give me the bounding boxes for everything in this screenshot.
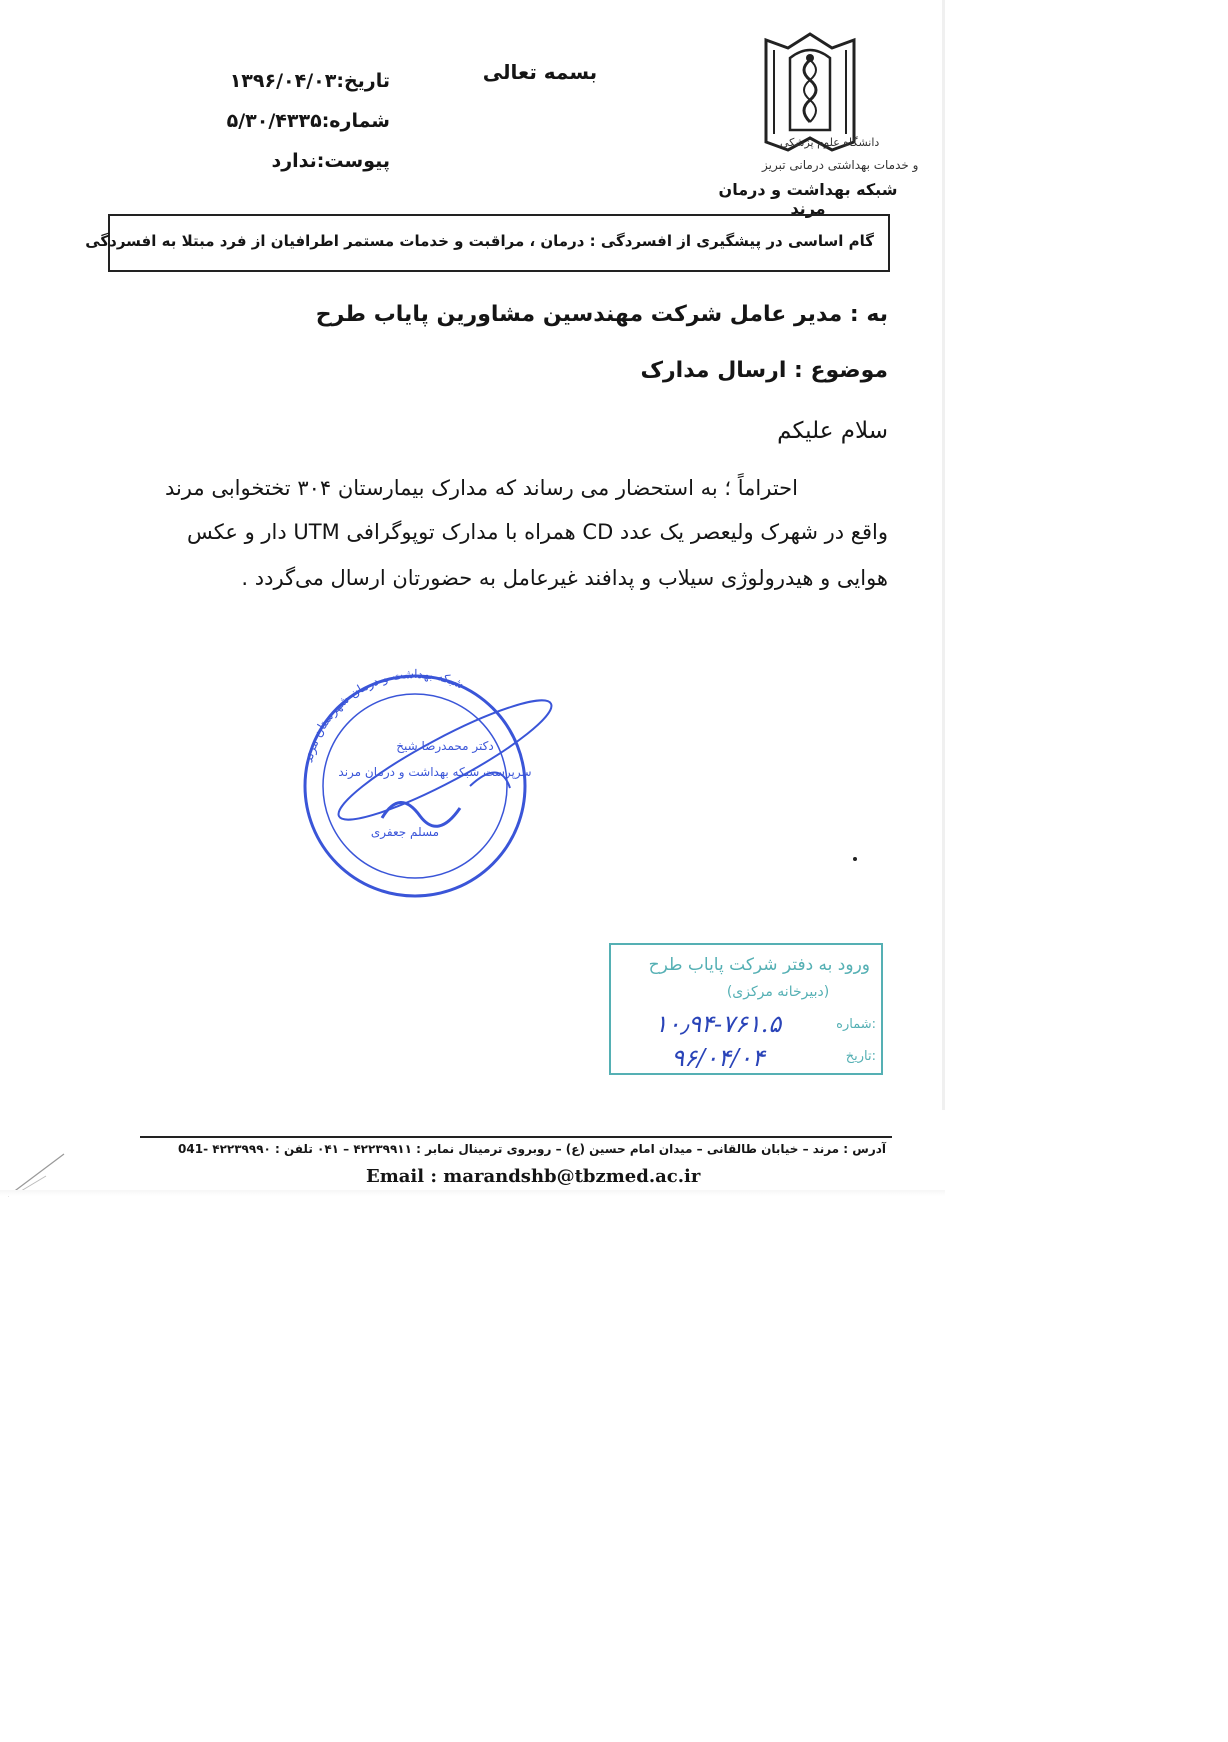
receipt-number-handwritten: ۱۰٫۹۴-۷۶۱.۵	[654, 1010, 782, 1038]
receipt-stamp	[608, 942, 884, 1076]
receipt-date-label: تاریخ:	[845, 1049, 876, 1064]
scan-edge	[942, 0, 945, 1110]
addressee-line: به : مدیر عامل شرکت مهندسین مشاورین پایاب طرح	[315, 302, 888, 327]
seal-signatory-title: سرپرست شبکه بهداشت و درمان مرند	[338, 765, 532, 779]
subject-line: موضوع : ارسال مدارک	[640, 358, 888, 383]
seal-signatory-name: دکتر محمدرضا شیخ	[396, 739, 494, 753]
paragraph-line: احتراماً ؛ به استحضار می رساند که مدارک بیمارستان ۳۰۴ تختخوابی مرند	[164, 476, 798, 500]
seal-outer-ring-text: شبکه بهداشت و درمان شهرستان مرند	[301, 668, 467, 764]
receipt-number-label: شماره:	[836, 1017, 876, 1032]
logo-caption-university: دانشگاه علوم پزشکی	[780, 136, 880, 149]
logo-caption-services: و خدمات بهداشتی درمانی تبریز	[762, 158, 919, 172]
receipt-date-handwritten: ۹۶/۰۴/۰۴	[671, 1044, 765, 1072]
paragraph-line: واقع در شهرک ولیعصر یک عدد CD همراه با مدارک توپوگرافی UTM دار و عکس	[187, 520, 888, 544]
letter-number: شماره:۵/۳۰/۴۳۳۵	[226, 110, 390, 132]
letter-date: تاریخ:۱۳۹۶/۰۴/۰۳	[229, 70, 390, 92]
ink-dot	[853, 857, 857, 861]
footer-divider	[140, 1136, 892, 1138]
slogan-text: گام اساسی در پیشگیری از افسردگی : درمان ، مراقبت و خدمات مستمر اطرافیان از فرد مبتلا به افسردگی	[85, 232, 874, 250]
receipt-subtitle: (دبیرخانه مرکزی)	[726, 984, 830, 1000]
slogan-box	[85, 214, 890, 272]
letter-attachment: پیوست:ندارد	[271, 150, 390, 172]
greeting-line: سلام علیکم	[777, 418, 888, 444]
receipt-title: ورود به دفتر شرکت پایاب طرح	[648, 955, 870, 975]
footer-email: Email : marandshb@tbzmed.ac.ir	[366, 1166, 701, 1187]
basmala-heading: بسمه تعالی	[482, 60, 598, 84]
paragraph-line: هوایی و هیدرولوژی سیلاب و پدافند غیرعامل به حضورتان ارسال می‌گردد .	[241, 566, 888, 590]
scan-bottom-edge	[0, 1190, 945, 1196]
official-seal-stamp	[270, 668, 560, 898]
organization-name: شبکه بهداشت و درمان مرند	[718, 180, 898, 218]
footer-address: آدرس : مرند – خیابان طالقانی – میدان امام حسین (ع) – روبروی ترمینال نمابر : ۴۲۲۳۹۹۱۱ – ۰۴۱ تلفن : ۴۲۲۳۹۹۹۰ -041	[178, 1142, 886, 1156]
seal-signer-name: مسلم جعفری	[370, 825, 440, 839]
